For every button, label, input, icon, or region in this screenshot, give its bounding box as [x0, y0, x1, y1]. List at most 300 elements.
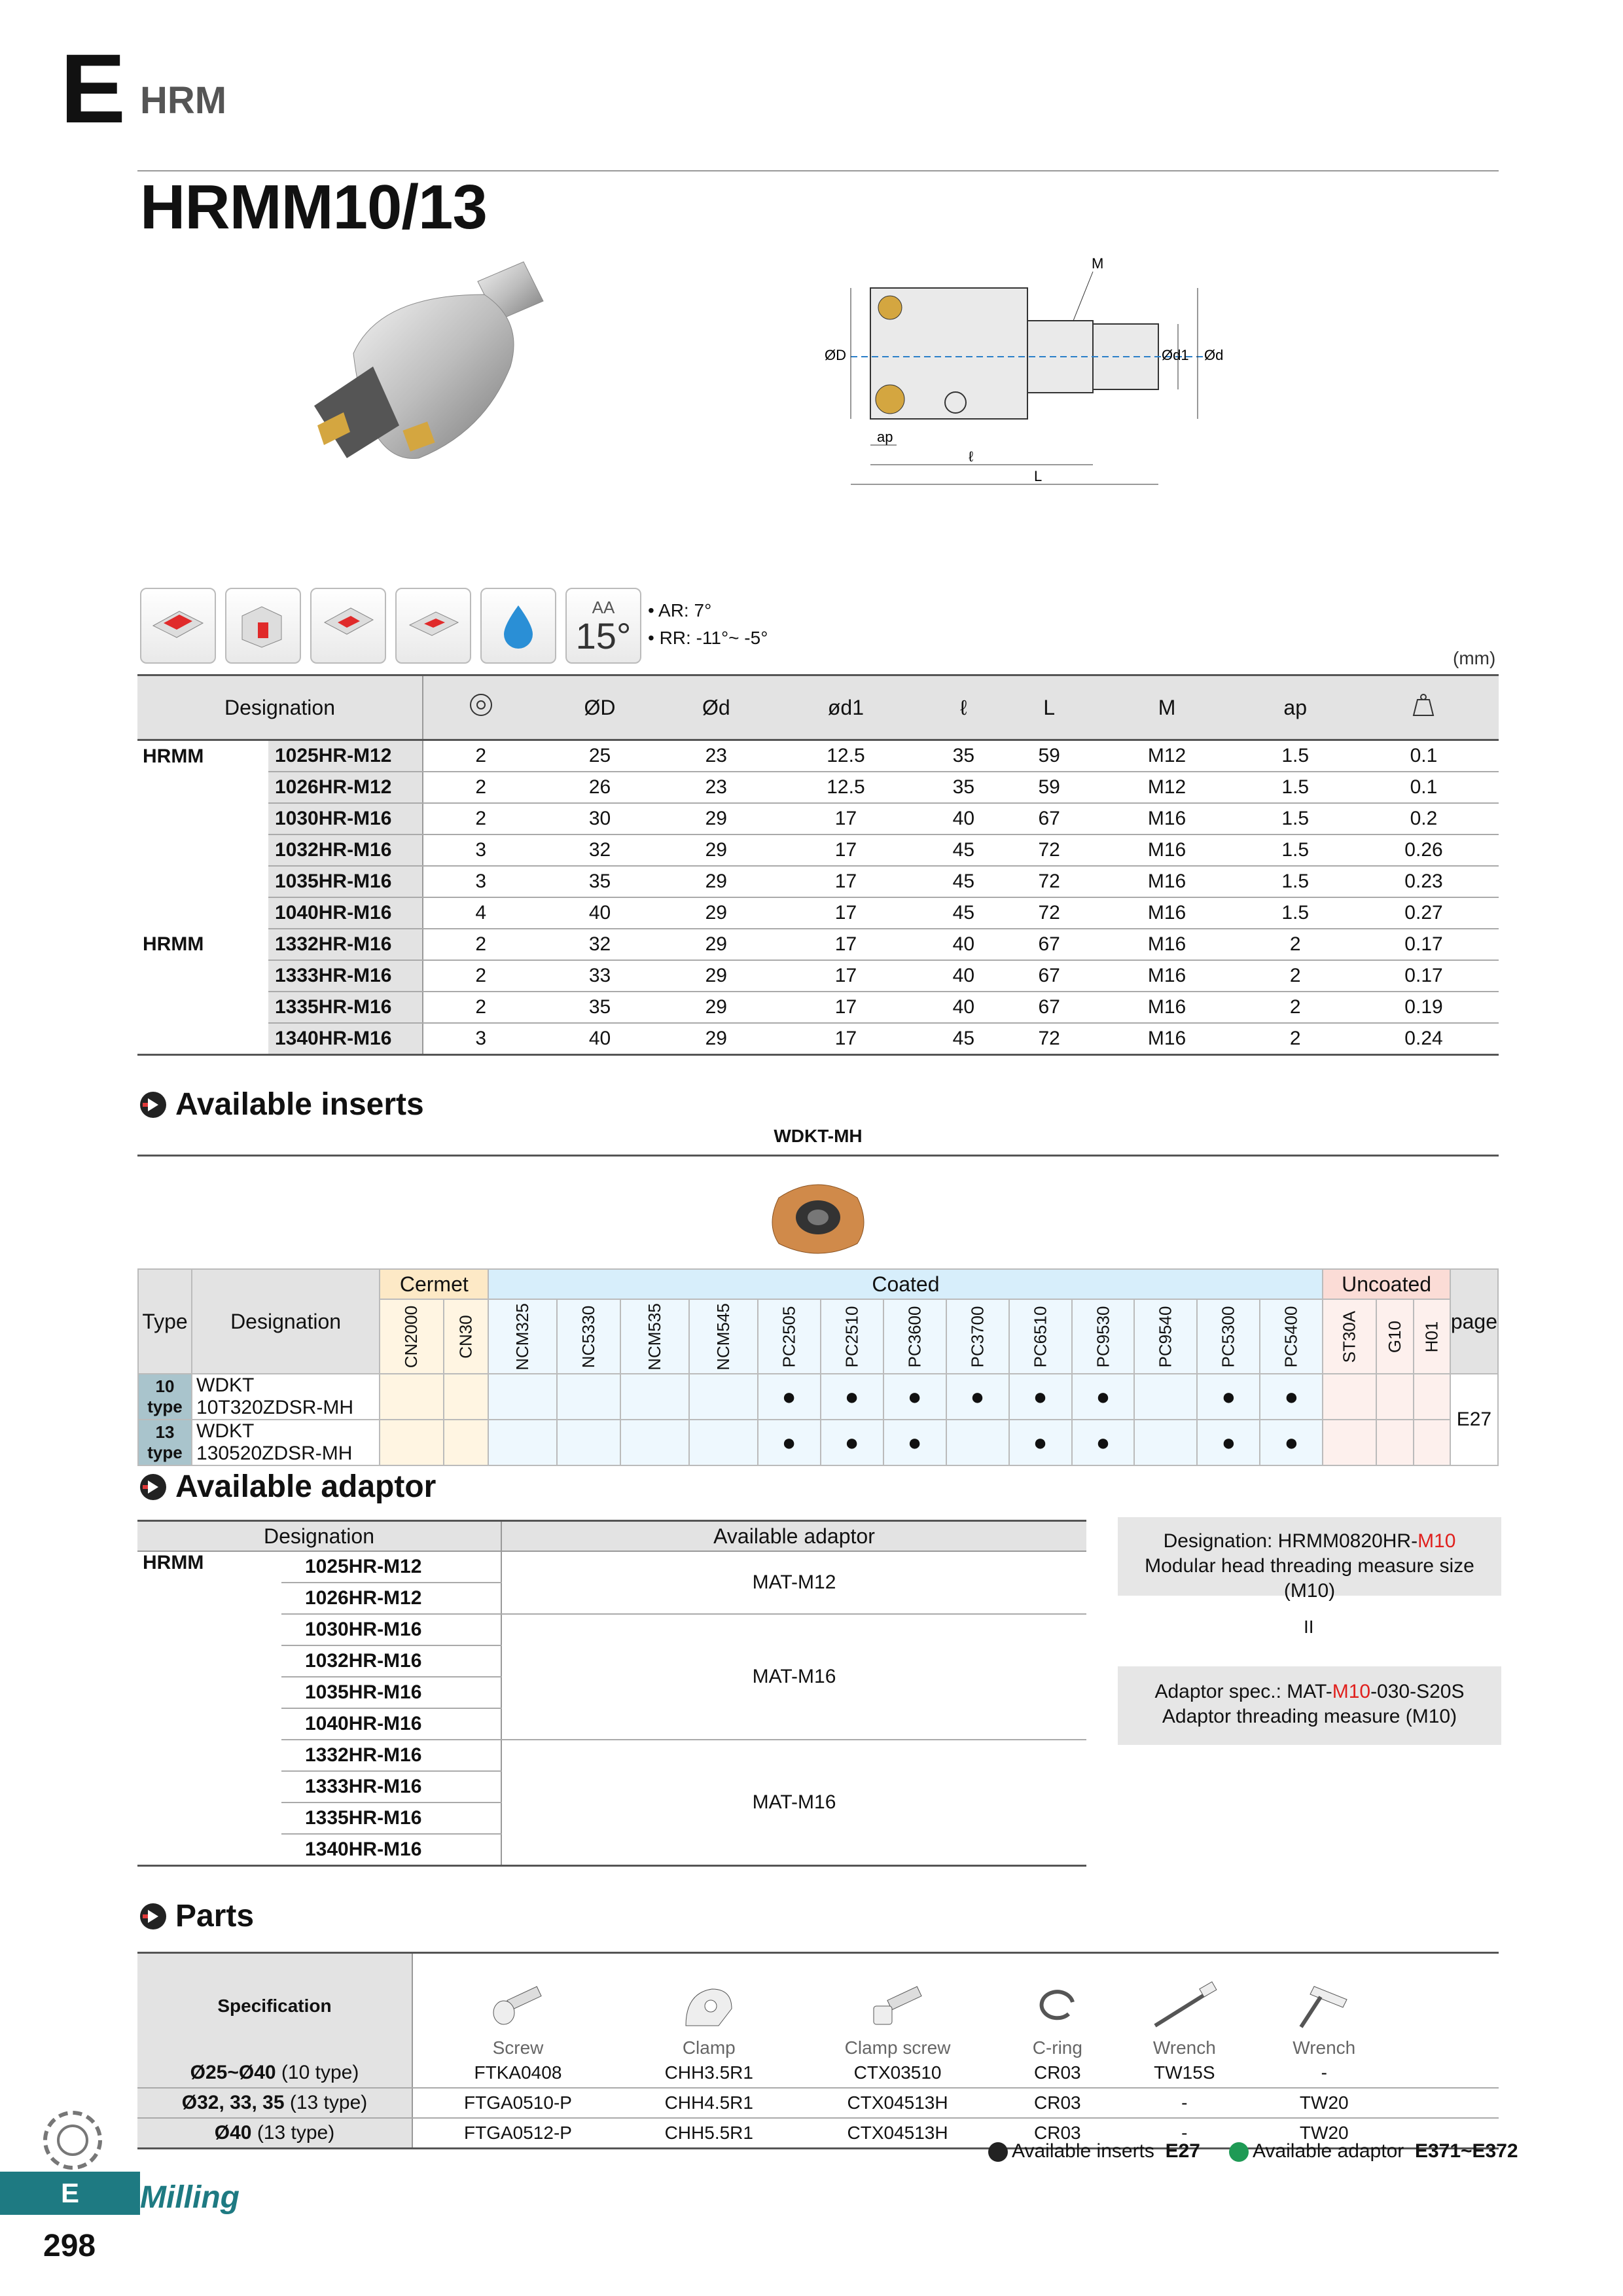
part-code: -: [1115, 2118, 1254, 2149]
adaptor-designation: 1332HR-M16: [281, 1740, 501, 1771]
insert-designation: WDKT10T320ZDSR-MH: [192, 1374, 380, 1420]
grade-g10: G10: [1376, 1299, 1414, 1374]
insert-type: 13 type: [138, 1420, 192, 1465]
insert-type: 10 type: [138, 1374, 192, 1420]
col-insert-designation: Designation: [192, 1269, 380, 1374]
label-d1: Ød1: [1162, 347, 1189, 363]
grade-nc5330: NC5330: [557, 1299, 620, 1374]
part-code: FTKA0408: [412, 2058, 623, 2088]
part-code: CTX03510: [795, 2058, 1001, 2088]
model-title: HRMM10/13: [140, 172, 487, 242]
grade-mark: ●: [1009, 1420, 1072, 1465]
grade-mark: ●: [946, 1374, 1009, 1420]
arrow-icon: [1229, 2142, 1249, 2162]
cell-d1: 17: [771, 897, 921, 929]
cell-D: 25: [538, 740, 661, 772]
inserts-section-title: Available inserts: [140, 1086, 424, 1122]
col-adaptor-designation: Designation: [137, 1521, 501, 1552]
col-d: Ød: [662, 675, 771, 740]
grade-mark: [620, 1420, 689, 1465]
part-code: CHH4.5R1: [623, 2088, 795, 2118]
grade-mark: ●: [821, 1420, 883, 1465]
cell-z: 2: [423, 740, 538, 772]
cell-kg: 0.17: [1349, 960, 1499, 992]
grade-mark: [380, 1374, 443, 1420]
clamp-screw-icon: [868, 1980, 927, 2032]
cell-l: 45: [921, 897, 1007, 929]
cell-z: 2: [423, 992, 538, 1023]
grade-mark: [444, 1374, 489, 1420]
adaptor-designation: 1040HR-M16: [281, 1708, 501, 1740]
part-wrench-2: Wrench: [1255, 1953, 1394, 2059]
milling-cutter-icon: [37, 2108, 109, 2173]
col-M: M: [1092, 675, 1242, 740]
approach-angle-badge: [565, 588, 641, 664]
cell-L: 72: [1007, 897, 1092, 929]
table-row: [137, 897, 1499, 929]
cell-kg: 0.23: [1349, 866, 1499, 897]
part-code: -: [1115, 2088, 1254, 2118]
grade-mark: ●: [883, 1420, 946, 1465]
grade-pc3600: PC3600: [883, 1299, 946, 1374]
cell-l: 35: [921, 772, 1007, 803]
adaptor-row: [137, 1551, 1086, 1583]
grade-pc6510: PC6510: [1009, 1299, 1072, 1374]
series-label: [137, 1023, 268, 1055]
cell-D: 26: [538, 772, 661, 803]
adaptor-designation: 1032HR-M16: [281, 1645, 501, 1677]
grade-pc2510: PC2510: [821, 1299, 883, 1374]
adaptor-designation: 1335HR-M16: [281, 1803, 501, 1834]
grade-st30a: ST30A: [1323, 1299, 1376, 1374]
cell-L: 67: [1007, 803, 1092, 834]
cell-d: 29: [662, 803, 771, 834]
spec-header-row: [137, 675, 1499, 740]
cell-M: M16: [1092, 897, 1242, 929]
grade-mark: [1134, 1420, 1197, 1465]
cell-z: 3: [423, 866, 538, 897]
parts-header-row: [137, 1953, 1499, 2059]
cell-ap: 1.5: [1241, 740, 1349, 772]
equals-mark: II: [1304, 1617, 1314, 1637]
designation-cell: 1340HR-M16: [268, 1023, 423, 1055]
series-label: [137, 803, 268, 834]
series-label: [137, 992, 268, 1023]
label-D: ØD: [825, 347, 846, 363]
section-bullet-icon: [140, 1903, 166, 1929]
part-code: TW20: [1255, 2118, 1394, 2149]
grade-mark: [689, 1420, 758, 1465]
label-L: L: [1034, 468, 1043, 484]
adaptor-series: HRMM: [137, 1551, 281, 1866]
col-L: L: [1007, 675, 1092, 740]
cell-d1: 17: [771, 929, 921, 960]
cell-ap: 1.5: [1241, 897, 1349, 929]
insert-row: [138, 1374, 1498, 1420]
parts-row: [137, 2058, 1499, 2088]
group-coated: Coated: [488, 1269, 1323, 1299]
shoulder-milling-icon: [225, 588, 301, 664]
adaptor-designation: 1025HR-M12: [281, 1551, 501, 1583]
cell-z: 2: [423, 772, 538, 803]
part-code: TW20: [1255, 2088, 1394, 2118]
screw-icon: [488, 1980, 547, 2032]
cell-l: 35: [921, 740, 1007, 772]
cell-z: 3: [423, 1023, 538, 1055]
designation-cell: 1026HR-M12: [268, 772, 423, 803]
cell-kg: 0.27: [1349, 897, 1499, 929]
grade-pc9540: PC9540: [1134, 1299, 1197, 1374]
cell-z: 2: [423, 803, 538, 834]
adaptor-designation: 1035HR-M16: [281, 1677, 501, 1708]
grade-mark: ●: [1009, 1374, 1072, 1420]
part-clamp-screw: Clamp screw: [795, 1953, 1001, 2059]
cell-kg: 0.1: [1349, 772, 1499, 803]
table-row: [137, 1023, 1499, 1055]
wrench-icon: [1149, 1980, 1221, 2032]
series-label: [137, 866, 268, 897]
cell-d: 29: [662, 866, 771, 897]
grade-mark: ●: [1197, 1374, 1260, 1420]
cell-d1: 12.5: [771, 740, 921, 772]
series-label: HRMM: [143, 745, 204, 767]
cell-ap: 1.5: [1241, 803, 1349, 834]
parts-section-title: Parts: [140, 1898, 254, 1934]
cell-d1: 12.5: [771, 772, 921, 803]
aa-label: AA: [592, 597, 615, 617]
table-row: [137, 834, 1499, 866]
grade-pc3700: PC3700: [946, 1299, 1009, 1374]
designation-cell: 1335HR-M16: [268, 992, 423, 1023]
part-code: CR03: [1001, 2058, 1115, 2088]
cell-d: 29: [662, 992, 771, 1023]
cell-L: 59: [1007, 740, 1092, 772]
adaptor-designation: 1030HR-M16: [281, 1614, 501, 1645]
c-ring-icon: [1028, 1980, 1087, 2032]
designation-cell: 1025HR-M12: [268, 740, 423, 772]
part-code: CHH5.5R1: [623, 2118, 795, 2149]
part-spec: Ø25~Ø40 (10 type): [137, 2058, 412, 2088]
page-number: 298: [43, 2229, 96, 2263]
cell-M: M16: [1092, 866, 1242, 897]
grade-mark: [444, 1420, 489, 1465]
grade-cn2000: CN2000: [380, 1299, 443, 1374]
grade-mark: [1376, 1420, 1414, 1465]
grade-pc9530: PC9530: [1072, 1299, 1135, 1374]
cell-l: 45: [921, 834, 1007, 866]
cell-kg: 0.26: [1349, 834, 1499, 866]
grade-mark: ●: [1072, 1374, 1135, 1420]
series-label: HRMM: [143, 933, 204, 955]
cell-d1: 17: [771, 834, 921, 866]
face-milling-icon: [140, 588, 216, 664]
cell-d: 29: [662, 1023, 771, 1055]
grade-ncm325: NCM325: [488, 1299, 557, 1374]
part-code: TW15S: [1115, 2058, 1254, 2088]
part-spec: Ø32, 33, 35 (13 type): [137, 2088, 412, 2118]
grade-mark: [488, 1420, 557, 1465]
cell-z: 2: [423, 960, 538, 992]
section-tab: E: [0, 2172, 140, 2215]
parts-row: [137, 2088, 1499, 2118]
series-label: [137, 834, 268, 866]
grade-pc5400: PC5400: [1260, 1299, 1323, 1374]
chapter-title: HRM: [140, 79, 227, 122]
part-code: FTGA0512-P: [412, 2118, 623, 2149]
pocketing-icon: [395, 588, 471, 664]
grade-mark: ●: [758, 1420, 821, 1465]
cell-ap: 2: [1241, 1023, 1349, 1055]
grade-mark: [620, 1374, 689, 1420]
grade-mark: ●: [821, 1374, 883, 1420]
cell-M: M16: [1092, 1023, 1242, 1055]
grade-ncm535: NCM535: [620, 1299, 689, 1374]
adaptor-value: MAT-M16: [501, 1740, 1086, 1866]
col-weight-icon: [1349, 675, 1499, 740]
grade-mark: [557, 1420, 620, 1465]
cell-z: 2: [423, 929, 538, 960]
designation-cell: 1030HR-M16: [268, 803, 423, 834]
cell-kg: 0.24: [1349, 1023, 1499, 1055]
part-code: CHH3.5R1: [623, 2058, 795, 2088]
grade-mark: ●: [1260, 1374, 1323, 1420]
cell-M: M16: [1092, 834, 1242, 866]
cell-d1: 17: [771, 803, 921, 834]
grade-mark: [1323, 1420, 1376, 1465]
grade-mark: [380, 1420, 443, 1465]
cell-ap: 2: [1241, 960, 1349, 992]
table-row: [137, 803, 1499, 834]
designation-cell: 1035HR-M16: [268, 866, 423, 897]
cell-ap: 1.5: [1241, 772, 1349, 803]
grade-mark: ●: [1197, 1420, 1260, 1465]
label-d: Ød: [1204, 347, 1224, 363]
grade-mark: [1323, 1374, 1376, 1420]
grade-pc5300: PC5300: [1197, 1299, 1260, 1374]
cell-L: 72: [1007, 1023, 1092, 1055]
insert-name: WDKT-MH: [137, 1126, 1499, 1157]
cell-z: 3: [423, 834, 538, 866]
slotting-icon: [310, 588, 386, 664]
grade-pc2505: PC2505: [758, 1299, 821, 1374]
part-code: CR03: [1001, 2088, 1115, 2118]
group-uncoated: Uncoated: [1323, 1269, 1450, 1299]
designation-cell: 1032HR-M16: [268, 834, 423, 866]
table-row: [137, 992, 1499, 1023]
grade-mark: ●: [758, 1374, 821, 1420]
inserts-table: [137, 1268, 1499, 1466]
table-row: [137, 960, 1499, 992]
adaptor-value: MAT-M12: [501, 1551, 1086, 1614]
cell-D: 35: [538, 992, 661, 1023]
grade-mark: [1376, 1374, 1414, 1420]
col-D: ØD: [538, 675, 661, 740]
designation-cell: 1332HR-M16: [268, 929, 423, 960]
cell-L: 59: [1007, 772, 1092, 803]
adaptor-section-title: Available adaptor: [140, 1469, 436, 1505]
grade-mark: [557, 1374, 620, 1420]
application-icons: [140, 588, 641, 664]
table-row: [137, 929, 1499, 960]
cell-l: 40: [921, 803, 1007, 834]
grade-mark: ●: [883, 1374, 946, 1420]
link-available-adaptor[interactable]: Available adaptor E371~E372: [1229, 2140, 1518, 2162]
table-row: [137, 740, 1499, 772]
section-bullet-icon: [140, 1092, 166, 1118]
cell-d: 29: [662, 960, 771, 992]
col-page: page: [1450, 1269, 1498, 1374]
cell-D: 33: [538, 960, 661, 992]
col-d1: ød1: [771, 675, 921, 740]
col-l: ℓ: [921, 675, 1007, 740]
col-ap: ap: [1241, 675, 1349, 740]
adaptor-table: [137, 1520, 1086, 1867]
axial-rake: • AR: 7°: [648, 600, 712, 620]
cell-M: M12: [1092, 740, 1242, 772]
section-letter: E: [60, 33, 126, 143]
col-specification: Specification: [137, 1953, 412, 2059]
cell-M: M12: [1092, 772, 1242, 803]
dimension-drawing: [812, 249, 1296, 504]
insert-image: [759, 1172, 877, 1263]
grade-mark: [689, 1374, 758, 1420]
series-label: [137, 772, 268, 803]
grade-ncm545: NCM545: [689, 1299, 758, 1374]
cell-kg: 0.1: [1349, 740, 1499, 772]
cell-kg: 0.19: [1349, 992, 1499, 1023]
radial-rake: • RR: -11°~ -5°: [648, 628, 768, 648]
cell-d1: 17: [771, 1023, 921, 1055]
cell-ap: 1.5: [1241, 834, 1349, 866]
col-designation: Designation: [137, 675, 423, 740]
label-M: M: [1092, 255, 1104, 272]
cell-l: 45: [921, 1023, 1007, 1055]
group-cermet: Cermet: [380, 1269, 488, 1299]
table-row: [137, 866, 1499, 897]
cell-l: 40: [921, 960, 1007, 992]
rake-angles: [648, 597, 768, 652]
designation-note: Designation: HRMM0820HR-M10 Modular head threading measure size (M10): [1118, 1517, 1501, 1596]
cell-L: 67: [1007, 960, 1092, 992]
arrow-icon: [988, 2142, 1008, 2162]
grade-mark: [1414, 1420, 1450, 1465]
grade-mark: ●: [1072, 1420, 1135, 1465]
part-screw: Screw: [412, 1953, 623, 2059]
part-wrench-1: Wrench: [1115, 1953, 1254, 2059]
cell-ap: 2: [1241, 992, 1349, 1023]
label-l: ℓ: [969, 448, 974, 465]
label-ap: ap: [877, 429, 893, 445]
cell-z: 4: [423, 897, 538, 929]
insert-row: [138, 1420, 1498, 1465]
cell-D: 32: [538, 834, 661, 866]
grade-mark: [488, 1374, 557, 1420]
cell-kg: 0.17: [1349, 929, 1499, 960]
grade-mark: [1414, 1374, 1450, 1420]
cell-D: 35: [538, 866, 661, 897]
designation-cell: 1040HR-M16: [268, 897, 423, 929]
cell-d1: 17: [771, 992, 921, 1023]
cell-M: M16: [1092, 960, 1242, 992]
cell-kg: 0.2: [1349, 803, 1499, 834]
part-code: CTX04513H: [795, 2088, 1001, 2118]
link-available-inserts[interactable]: Available inserts E27: [988, 2140, 1200, 2162]
col-type: Type: [138, 1269, 192, 1374]
part-code: CR03: [1001, 2118, 1115, 2149]
cell-l: 40: [921, 992, 1007, 1023]
cell-d: 29: [662, 834, 771, 866]
grade-mark: [946, 1420, 1009, 1465]
aa-value: 15°: [575, 615, 632, 656]
cell-M: M16: [1092, 992, 1242, 1023]
part-code: -: [1255, 2058, 1394, 2088]
cell-L: 67: [1007, 929, 1092, 960]
parts-table: [137, 1952, 1499, 2149]
cell-M: M16: [1092, 929, 1242, 960]
cell-L: 72: [1007, 834, 1092, 866]
part-clamp: Clamp: [623, 1953, 795, 2059]
col-teeth-icon: [423, 675, 538, 740]
adaptor-value: MAT-M16: [501, 1614, 1086, 1740]
section-bullet-icon: [140, 1474, 166, 1500]
grade-cn30: CN30: [444, 1299, 489, 1374]
cell-D: 40: [538, 897, 661, 929]
grade-mark: ●: [1260, 1420, 1323, 1465]
part-c-ring: C-ring: [1001, 1953, 1115, 2059]
col-available-adaptor: Available adaptor: [501, 1521, 1086, 1552]
cell-ap: 1.5: [1241, 866, 1349, 897]
cell-d: 29: [662, 897, 771, 929]
cell-M: M16: [1092, 803, 1242, 834]
footer-links: [988, 2140, 1518, 2162]
adaptor-designation: 1026HR-M12: [281, 1583, 501, 1614]
insert-page-ref[interactable]: E27: [1450, 1374, 1498, 1465]
cell-L: 67: [1007, 992, 1092, 1023]
spec-table: [137, 674, 1499, 1056]
grade-h01: H01: [1414, 1299, 1450, 1374]
cell-d1: 17: [771, 866, 921, 897]
cell-l: 40: [921, 929, 1007, 960]
part-code: CTX04513H: [795, 2118, 1001, 2149]
adaptor-designation: 1340HR-M16: [281, 1834, 501, 1866]
series-label: [137, 960, 268, 992]
tool-photo: [288, 255, 589, 517]
cell-d: 23: [662, 772, 771, 803]
cell-d: 29: [662, 929, 771, 960]
part-spec: Ø40 (13 type): [137, 2118, 412, 2149]
table-row: [137, 772, 1499, 803]
cell-L: 72: [1007, 866, 1092, 897]
clamp-icon: [679, 1980, 738, 2032]
series-label: [137, 897, 268, 929]
cell-D: 32: [538, 929, 661, 960]
cell-D: 40: [538, 1023, 661, 1055]
unit-label: (mm): [1453, 648, 1496, 668]
category-label: Milling: [140, 2180, 240, 2215]
cell-l: 45: [921, 866, 1007, 897]
insert-designation: WDKT130520ZDSR-MH: [192, 1420, 380, 1465]
adaptor-designation: 1333HR-M16: [281, 1771, 501, 1803]
coolant-icon: [480, 588, 556, 664]
t-wrench-icon: [1288, 1980, 1360, 2032]
cell-d: 23: [662, 740, 771, 772]
grade-mark: [1134, 1374, 1197, 1420]
part-code: FTGA0510-P: [412, 2088, 623, 2118]
designation-cell: 1333HR-M16: [268, 960, 423, 992]
adaptor-spec-note: Adaptor spec.: MAT-M10-030-S20S Adaptor threading measure (M10): [1118, 1666, 1501, 1745]
cell-D: 30: [538, 803, 661, 834]
cell-d1: 17: [771, 960, 921, 992]
